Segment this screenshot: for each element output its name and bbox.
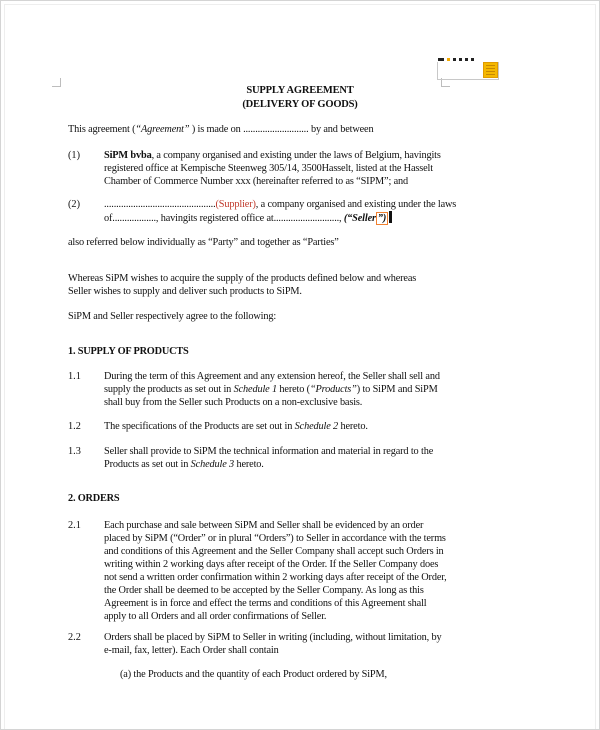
- clause-2-2-subitem-a: (a) the Products and the quantity of each Product ordered by SiPM,: [120, 669, 387, 680]
- whereas-line-1: Whereas SiPM wishes to acquire the supply of the products defined below and whereas: [68, 273, 417, 284]
- clause-1-1-line-1: During the term of this Agreement and any extension hereof, the Seller shall sell and: [104, 371, 440, 382]
- text-cursor: [389, 211, 392, 223]
- document-title: SUPPLY AGREEMENT: [246, 85, 354, 96]
- clause-2-1-line-1: Each purchase and sale between SiPM and Seller shall be evidenced by an order: [104, 520, 424, 531]
- party-1-line-1: [104, 149, 441, 163]
- anchor-icon[interactable]: [483, 62, 498, 78]
- party-2-line-1: [104, 198, 456, 212]
- clause-2-2-number: 2.2: [68, 632, 81, 643]
- clause-2-1-line-8: apply to all Orders and all order confirmations of Seller.: [104, 611, 327, 622]
- clause-2-1-line-6: the Order shall be deemed to be accepted by the Seller Company. As long as this: [104, 585, 424, 596]
- intro-text-end: ) is made on ........................... by and between: [189, 124, 374, 135]
- clause-1-2-number: 1.2: [68, 421, 81, 432]
- clause-2-1-line-3: and conditions of this Agreement and the Seller Company shall accept such Orders in: [104, 546, 444, 557]
- agreement-term: “Agreement”: [135, 124, 190, 135]
- clause-text: ) to SiPM and SiPM: [356, 384, 438, 395]
- clause-2-1-line-7: Agreement is in force and effect the terms and conditions of this Agreement shall: [104, 598, 427, 609]
- section-2-heading: 2. ORDERS: [68, 493, 120, 504]
- products-term: “Products”: [309, 384, 357, 395]
- parties-definition: also referred below individually as “Party” and together as “Parties”: [68, 237, 339, 248]
- party-2-line-2: [104, 211, 392, 226]
- party-1-number: (1): [68, 150, 81, 161]
- clause-2-1-number: 2.1: [68, 520, 81, 531]
- clause-1-2-text: [104, 420, 368, 434]
- schedule-3-ref: Schedule 3: [190, 459, 235, 470]
- party-1-text: , a company organised and existing under the laws of Belgium, havingits: [151, 150, 441, 161]
- clause-1-3-number: 1.3: [68, 446, 81, 457]
- clause-2-1-line-5: not send a written order confirmation within 2 working days after receipt of the Order,: [104, 572, 447, 583]
- clause-1-1-line-3: shall buy from the Seller such Products on a non-exclusive basis.: [104, 397, 363, 408]
- clause-text: Products as set out in: [104, 459, 191, 470]
- party-1-name: SiPM bvba: [104, 150, 152, 161]
- schedule-2-ref: Schedule 2: [294, 421, 339, 432]
- clause-2-2-line-2: e-mail, fax, letter). Each Order shall contain: [104, 645, 279, 656]
- agreement-preamble: SiPM and Seller respectively agree to the following:: [68, 311, 277, 322]
- schedule-1-ref: Schedule 1: [233, 384, 277, 395]
- clause-1-1-line-2: [104, 383, 438, 397]
- clause-2-2-line-1: Orders shall be placed by SiPM to Seller in writing (including, without limitation, by: [104, 632, 442, 643]
- clause-text: hereto (: [277, 384, 310, 395]
- party-1-line-3: Chamber of Commerce Number xxx (hereinafter referred to as “SIPM”; and: [104, 176, 409, 187]
- clause-1-3-line-1: Seller shall provide to SiPM the technical information and material in regard to the: [104, 446, 434, 457]
- party-1-line-2: registered office at Kempische Steenweg 305/14, 3500Hasselt, listed at the Hasselt: [104, 163, 433, 174]
- document-subtitle: (DELIVERY OF GOODS): [242, 99, 358, 110]
- clause-2-1-line-4: writing within 2 working days after receipt of the Order. If the Seller Company does: [104, 559, 439, 570]
- supplier-name-blank[interactable]: ..............................................: [104, 199, 216, 210]
- party-2-address-text: of.................., havingits registered office at...........................,: [104, 213, 344, 224]
- clause-text: The specifications of the Products are set out in: [104, 421, 295, 432]
- party-2-text: , a company organised and existing under the laws: [255, 199, 457, 210]
- clause-text: hereto.: [234, 459, 264, 470]
- intro-text: This agreement (: [68, 124, 136, 135]
- clause-text: hereto.: [338, 421, 368, 432]
- clause-2-1-line-2: placed by SiPM (“Order” or in plural “Orders”) to Seller in accordance with the terms: [104, 533, 446, 544]
- party-2-number: (2): [68, 199, 81, 210]
- logo-glyphs: [438, 58, 482, 64]
- clause-1-3-line-2: [104, 458, 264, 472]
- supplier-placeholder: (Supplier): [215, 199, 256, 210]
- seller-term: (“Seller: [343, 213, 376, 224]
- clause-1-1-number: 1.1: [68, 371, 81, 382]
- logo-image[interactable]: [437, 62, 499, 80]
- whereas-line-2: Seller wishes to supply and deliver such products to SiPM.: [68, 286, 302, 297]
- section-1-heading: 1. SUPPLY OF PRODUCTS: [68, 346, 189, 357]
- clause-text: supply the products as set out in: [104, 384, 234, 395]
- intro-paragraph: [68, 123, 373, 137]
- selected-text-highlight[interactable]: ”): [377, 213, 387, 224]
